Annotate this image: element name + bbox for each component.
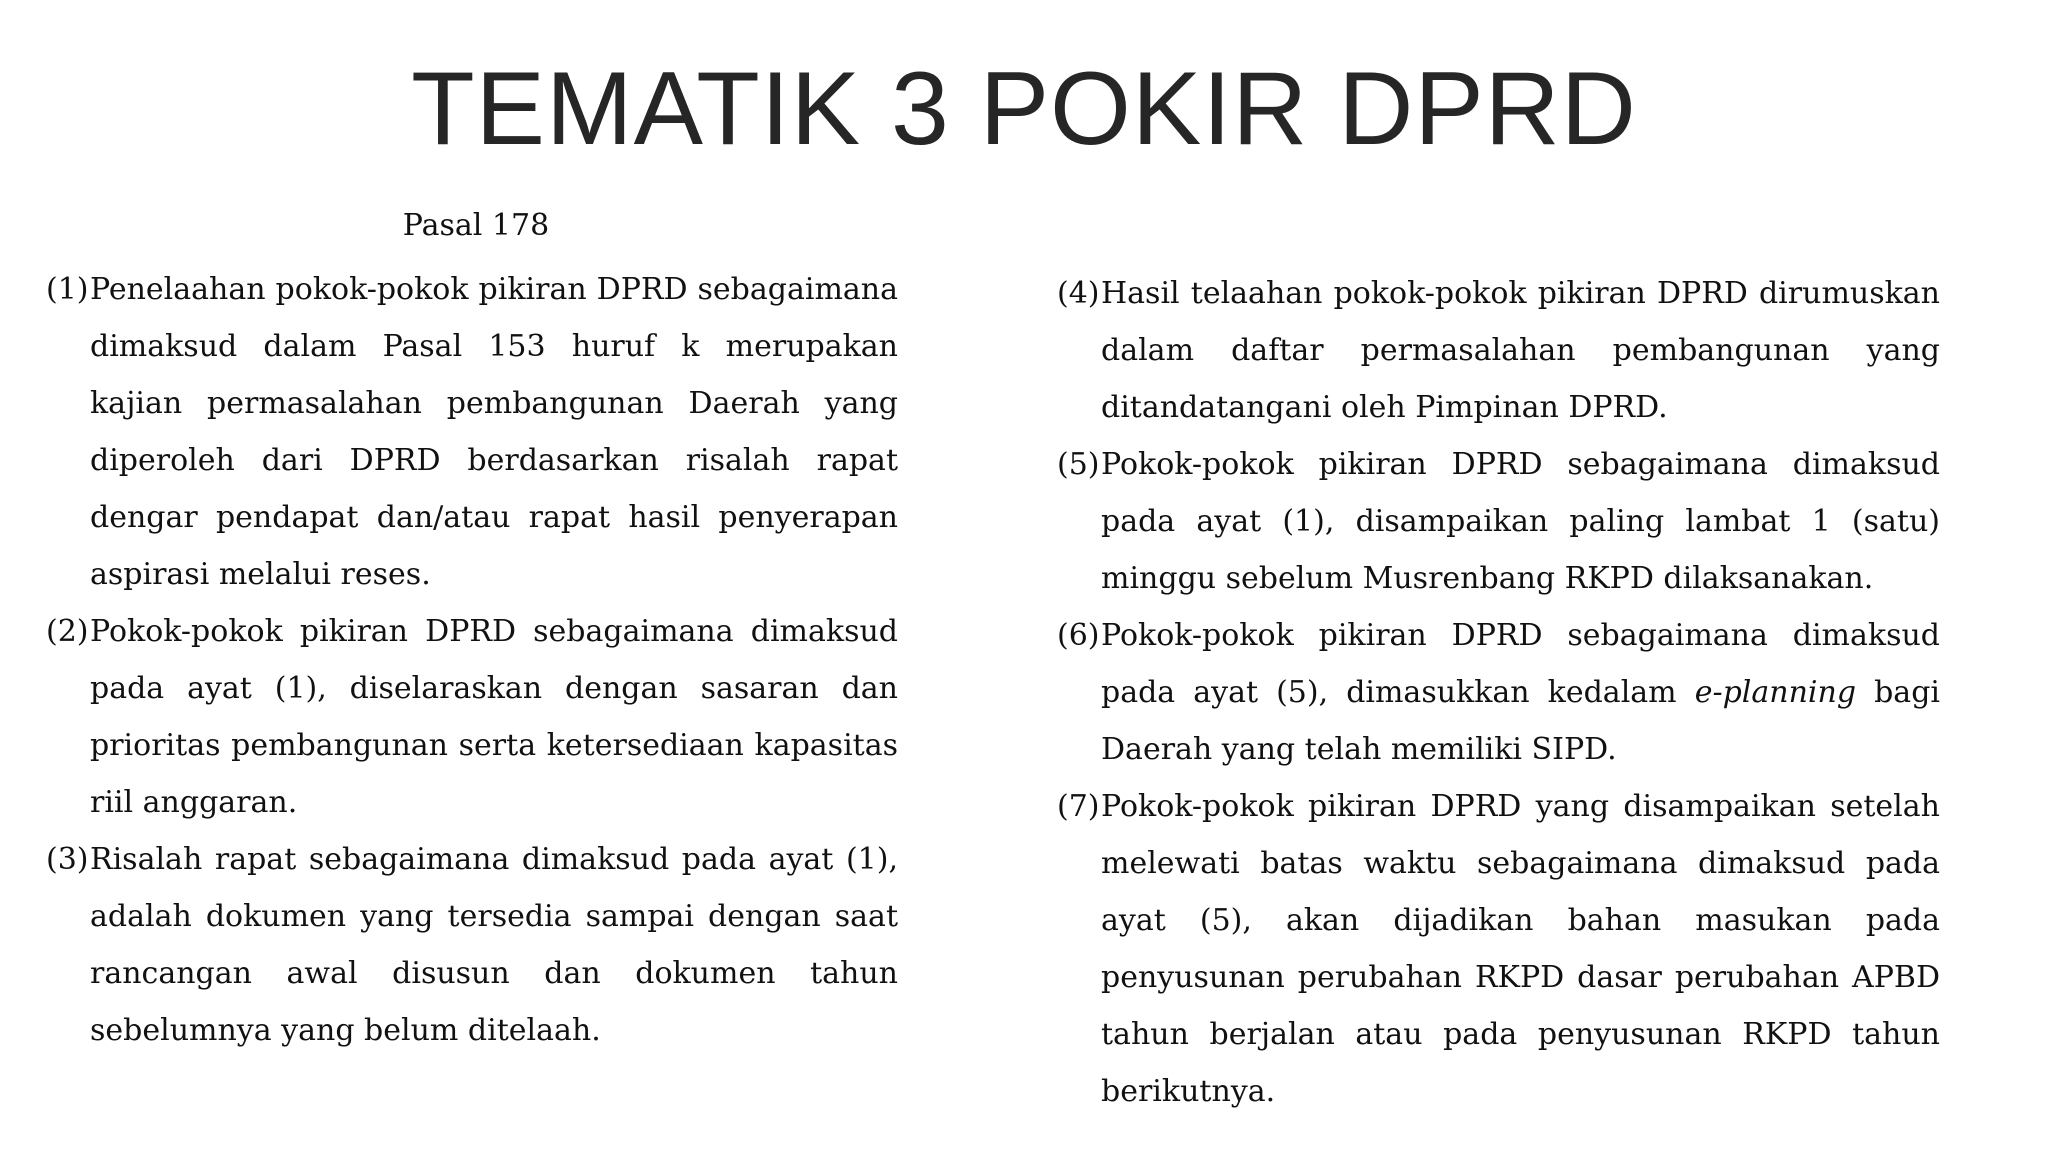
ayat-3 (46, 831, 898, 1059)
ayat-text: Pokok-pokok pikiran DPRD sebagaimana dimaksud pada ayat (1), diselaraskan dengan sasaran dan prioritas pembangunan serta ketersediaan kapasitas riil anggaran. (90, 614, 898, 820)
ayat-text: Hasil telaahan pokok-pokok pikiran DPRD dirumuskan dalam daftar permasalahan pembangunan yang ditandatangani oleh Pimpinan DPRD. (1101, 276, 1940, 425)
left-column (46, 204, 898, 1059)
ayat-7 (1057, 778, 1940, 1120)
pasal-heading: Pasal 178 (402, 208, 550, 243)
ayat-5 (1057, 436, 1940, 607)
ayat-text (1101, 607, 1940, 778)
ayat-number: (1) (46, 272, 89, 307)
ayat-number: (7) (1057, 789, 1100, 824)
ayat-text: Pokok-pokok pikiran DPRD sebagaimana dimaksud pada ayat (1), disampaikan paling lambat 1 (satu) minggu sebelum Musrenbang RKPD dilaksanakan. (1101, 447, 1940, 596)
ayat-number: (5) (1057, 447, 1100, 482)
e-planning-term: e-planning (1694, 675, 1857, 710)
ayat-4 (1057, 265, 1940, 436)
ayat-text: Pokok-pokok pikiran DPRD yang disampaikan setelah melewati batas waktu sebagaimana dimaksud pada ayat (5), akan dijadikan bahan masukan pada penyusunan perubahan RKPD dasar perubahan APBD tahun berjalan atau pada penyusunan RKPD tahun berikutnya. (1101, 789, 1940, 1109)
ayat-number: (3) (46, 842, 89, 877)
ayat-1 (46, 261, 898, 603)
ayat-2 (46, 603, 898, 831)
ayat-number: (2) (46, 614, 89, 649)
right-column (1057, 265, 1940, 1120)
ayat-text: Penelaahan pokok-pokok pikiran DPRD sebagaimana dimaksud dalam Pasal 153 huruf k merupakan kajian permasalahan pembangunan Daerah yang diperoleh dari DPRD berdasarkan risalah rapat dengar pendapat dan/atau rapat hasil penyerapan aspirasi melalui reses. (90, 272, 898, 592)
ayat-text-start: Pokok-pokok pikiran DPRD sebagaimana dimaksud pada ayat (5), dimasukkan kedalam (1101, 618, 1940, 710)
ayat-number: (6) (1057, 618, 1100, 653)
ayat-text: Risalah rapat sebagaimana dimaksud pada ayat (1), adalah dokumen yang tersedia sampai dengan saat rancangan awal disusun dan dokumen tahun sebelumnya yang belum ditelaah. (90, 842, 898, 1048)
ayat-number: (4) (1057, 276, 1100, 311)
ayat-text-end: bagi Daerah yang telah memiliki SIPD. (1101, 675, 1940, 767)
slide-title: TEMATIK 3 POKIR DPRD (411, 51, 1637, 167)
ayat-6 (1057, 607, 1940, 778)
